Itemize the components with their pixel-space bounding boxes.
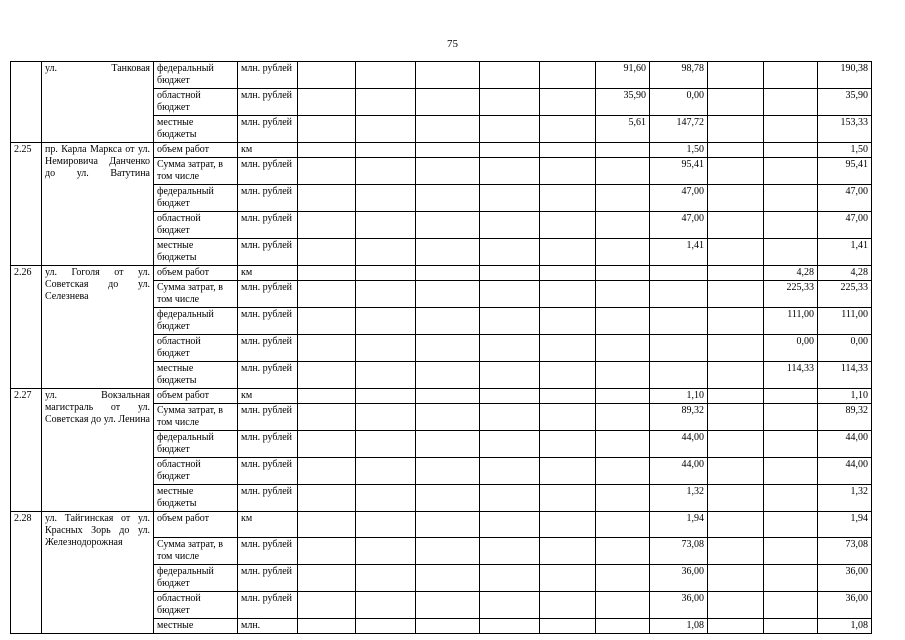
value-cell: 0,00 bbox=[650, 89, 708, 116]
value-cell bbox=[356, 512, 416, 538]
value-cell bbox=[540, 458, 596, 485]
value-cell bbox=[480, 266, 540, 281]
value-cell: 1,08 bbox=[650, 619, 708, 634]
value-cell bbox=[298, 362, 356, 389]
value-cell bbox=[708, 281, 764, 308]
value-cell: 147,72 bbox=[650, 116, 708, 143]
value-cell bbox=[708, 212, 764, 239]
value-cell bbox=[764, 158, 818, 185]
value-cell bbox=[480, 565, 540, 592]
total-cell: 44,00 bbox=[818, 458, 872, 485]
value-cell bbox=[416, 143, 480, 158]
value-cell bbox=[298, 485, 356, 512]
value-cell bbox=[416, 431, 480, 458]
value-cell bbox=[708, 538, 764, 565]
funding-source-cell: федеральный бюджет bbox=[154, 62, 238, 89]
funding-source-cell: местные бюджеты bbox=[154, 485, 238, 512]
value-cell: 47,00 bbox=[650, 185, 708, 212]
value-cell bbox=[764, 116, 818, 143]
value-cell bbox=[650, 362, 708, 389]
value-cell bbox=[480, 185, 540, 212]
value-cell bbox=[480, 485, 540, 512]
unit-cell: млн. рублей bbox=[238, 158, 298, 185]
value-cell bbox=[416, 565, 480, 592]
value-cell bbox=[764, 185, 818, 212]
value-cell: 0,00 bbox=[764, 335, 818, 362]
value-cell bbox=[708, 592, 764, 619]
value-cell bbox=[356, 431, 416, 458]
table-row bbox=[11, 512, 872, 538]
value-cell bbox=[356, 458, 416, 485]
funding-source-cell: федеральный бюджет bbox=[154, 565, 238, 592]
unit-cell: млн. рублей bbox=[238, 431, 298, 458]
value-cell bbox=[596, 335, 650, 362]
value-cell bbox=[298, 404, 356, 431]
value-cell bbox=[540, 335, 596, 362]
value-cell: 111,00 bbox=[764, 308, 818, 335]
unit-cell: млн. рублей bbox=[238, 89, 298, 116]
value-cell bbox=[480, 89, 540, 116]
value-cell bbox=[540, 485, 596, 512]
value-cell bbox=[764, 239, 818, 266]
object-name-cell: ул. Танковая bbox=[42, 62, 154, 143]
value-cell: 36,00 bbox=[650, 592, 708, 619]
value-cell bbox=[416, 308, 480, 335]
value-cell bbox=[416, 185, 480, 212]
value-cell bbox=[596, 308, 650, 335]
funding-source-cell: объем работ bbox=[154, 389, 238, 404]
value-cell bbox=[596, 389, 650, 404]
funding-source-cell: областной бюджет bbox=[154, 212, 238, 239]
value-cell bbox=[356, 335, 416, 362]
value-cell bbox=[480, 158, 540, 185]
value-cell bbox=[708, 362, 764, 389]
value-cell bbox=[416, 512, 480, 538]
value-cell: 44,00 bbox=[650, 431, 708, 458]
funding-source-cell: Сумма затрат, в том числе bbox=[154, 281, 238, 308]
value-cell: 98,78 bbox=[650, 62, 708, 89]
value-cell bbox=[416, 116, 480, 143]
value-cell bbox=[596, 431, 650, 458]
value-cell bbox=[764, 404, 818, 431]
value-cell bbox=[708, 89, 764, 116]
unit-cell: млн. рублей bbox=[238, 281, 298, 308]
row-number-cell: 2.28 bbox=[11, 512, 42, 634]
value-cell bbox=[416, 538, 480, 565]
value-cell bbox=[764, 212, 818, 239]
total-cell: 190,38 bbox=[818, 62, 872, 89]
total-cell: 1,32 bbox=[818, 485, 872, 512]
funding-source-cell: федеральный бюджет bbox=[154, 308, 238, 335]
funding-source-cell: областной бюджет bbox=[154, 592, 238, 619]
value-cell bbox=[356, 308, 416, 335]
total-cell: 0,00 bbox=[818, 335, 872, 362]
value-cell bbox=[708, 266, 764, 281]
unit-cell: млн. рублей bbox=[238, 62, 298, 89]
value-cell bbox=[356, 565, 416, 592]
unit-cell: млн. рублей bbox=[238, 592, 298, 619]
value-cell bbox=[708, 143, 764, 158]
value-cell bbox=[596, 565, 650, 592]
value-cell bbox=[480, 143, 540, 158]
value-cell bbox=[708, 431, 764, 458]
unit-cell: млн. рублей bbox=[238, 116, 298, 143]
funding-source-cell: местные бюджеты bbox=[154, 362, 238, 389]
funding-source-cell: федеральный бюджет bbox=[154, 431, 238, 458]
value-cell bbox=[298, 143, 356, 158]
unit-cell: км bbox=[238, 389, 298, 404]
total-cell: 111,00 bbox=[818, 308, 872, 335]
funding-source-cell: Сумма затрат, в том числе bbox=[154, 538, 238, 565]
value-cell bbox=[596, 158, 650, 185]
value-cell bbox=[480, 281, 540, 308]
value-cell bbox=[480, 431, 540, 458]
funding-source-cell: Сумма затрат, в том числе bbox=[154, 404, 238, 431]
value-cell: 89,32 bbox=[650, 404, 708, 431]
unit-cell: млн. рублей bbox=[238, 485, 298, 512]
value-cell bbox=[298, 335, 356, 362]
value-cell bbox=[596, 143, 650, 158]
value-cell bbox=[416, 158, 480, 185]
value-cell bbox=[596, 592, 650, 619]
value-cell bbox=[708, 116, 764, 143]
value-cell bbox=[708, 458, 764, 485]
value-cell bbox=[416, 281, 480, 308]
value-cell bbox=[764, 538, 818, 565]
value-cell bbox=[356, 212, 416, 239]
total-cell: 44,00 bbox=[818, 431, 872, 458]
value-cell bbox=[596, 619, 650, 634]
row-number-cell bbox=[11, 62, 42, 143]
value-cell bbox=[356, 404, 416, 431]
total-cell: 36,00 bbox=[818, 565, 872, 592]
value-cell bbox=[416, 592, 480, 619]
funding-source-cell: объем работ bbox=[154, 512, 238, 538]
value-cell bbox=[416, 89, 480, 116]
value-cell bbox=[540, 89, 596, 116]
unit-cell: млн. рублей bbox=[238, 565, 298, 592]
total-cell: 4,28 bbox=[818, 266, 872, 281]
object-name-cell: ул. Тайгинская от ул. Красных Зорь до ул. Железнодорожная bbox=[42, 512, 154, 634]
total-cell: 153,33 bbox=[818, 116, 872, 143]
funding-source-cell: областной бюджет bbox=[154, 335, 238, 362]
value-cell bbox=[480, 239, 540, 266]
total-cell: 225,33 bbox=[818, 281, 872, 308]
value-cell bbox=[480, 404, 540, 431]
value-cell bbox=[416, 266, 480, 281]
value-cell bbox=[356, 538, 416, 565]
value-cell bbox=[708, 565, 764, 592]
value-cell: 95,41 bbox=[650, 158, 708, 185]
value-cell bbox=[480, 335, 540, 362]
value-cell bbox=[764, 619, 818, 634]
value-cell bbox=[298, 592, 356, 619]
value-cell bbox=[298, 619, 356, 634]
value-cell bbox=[540, 281, 596, 308]
value-cell bbox=[540, 565, 596, 592]
value-cell bbox=[596, 538, 650, 565]
value-cell: 1,32 bbox=[650, 485, 708, 512]
funding-source-cell: местные бюджеты bbox=[154, 239, 238, 266]
total-cell: 1,50 bbox=[818, 143, 872, 158]
funding-source-cell: местные bbox=[154, 619, 238, 634]
value-cell bbox=[356, 116, 416, 143]
page-number: 75 bbox=[447, 38, 458, 50]
value-cell bbox=[708, 62, 764, 89]
value-cell bbox=[298, 431, 356, 458]
table-row bbox=[11, 143, 872, 158]
total-cell: 1,08 bbox=[818, 619, 872, 634]
value-cell bbox=[540, 538, 596, 565]
value-cell bbox=[356, 619, 416, 634]
total-cell: 114,33 bbox=[818, 362, 872, 389]
value-cell bbox=[298, 389, 356, 404]
value-cell bbox=[480, 212, 540, 239]
value-cell bbox=[540, 389, 596, 404]
value-cell bbox=[356, 592, 416, 619]
value-cell: 1,94 bbox=[650, 512, 708, 538]
value-cell: 1,41 bbox=[650, 239, 708, 266]
value-cell bbox=[356, 89, 416, 116]
value-cell bbox=[540, 362, 596, 389]
total-cell: 95,41 bbox=[818, 158, 872, 185]
value-cell bbox=[708, 185, 764, 212]
value-cell bbox=[356, 158, 416, 185]
row-number-cell: 2.26 bbox=[11, 266, 42, 389]
value-cell bbox=[540, 266, 596, 281]
value-cell bbox=[708, 239, 764, 266]
value-cell bbox=[416, 212, 480, 239]
value-cell bbox=[356, 485, 416, 512]
table-row bbox=[11, 389, 872, 404]
object-name-cell: ул. Вокзальная магистраль от ул. Советская до ул. Ленина bbox=[42, 389, 154, 512]
value-cell bbox=[298, 512, 356, 538]
value-cell bbox=[596, 185, 650, 212]
value-cell bbox=[480, 389, 540, 404]
value-cell bbox=[708, 389, 764, 404]
funding-source-cell: областной бюджет bbox=[154, 458, 238, 485]
total-cell: 35,90 bbox=[818, 89, 872, 116]
funding-source-cell: областной бюджет bbox=[154, 89, 238, 116]
value-cell bbox=[356, 281, 416, 308]
value-cell: 44,00 bbox=[650, 458, 708, 485]
value-cell bbox=[356, 143, 416, 158]
unit-cell: млн. рублей bbox=[238, 212, 298, 239]
value-cell bbox=[416, 619, 480, 634]
unit-cell: км bbox=[238, 143, 298, 158]
unit-cell: млн. рублей bbox=[238, 538, 298, 565]
value-cell bbox=[298, 89, 356, 116]
value-cell bbox=[298, 266, 356, 281]
value-cell bbox=[540, 404, 596, 431]
table-row bbox=[11, 266, 872, 281]
funding-source-cell: местные бюджеты bbox=[154, 116, 238, 143]
funding-source-cell: федеральный бюджет bbox=[154, 185, 238, 212]
value-cell bbox=[416, 362, 480, 389]
value-cell: 91,60 bbox=[596, 62, 650, 89]
value-cell bbox=[540, 62, 596, 89]
value-cell bbox=[356, 362, 416, 389]
value-cell bbox=[298, 185, 356, 212]
unit-cell: млн. рублей bbox=[238, 404, 298, 431]
value-cell bbox=[540, 212, 596, 239]
value-cell bbox=[596, 362, 650, 389]
value-cell bbox=[596, 404, 650, 431]
object-name-cell: пр. Карла Маркса от ул. Немировича Данченко до ул. Ватутина bbox=[42, 143, 154, 266]
value-cell: 225,33 bbox=[764, 281, 818, 308]
unit-cell: млн. bbox=[238, 619, 298, 634]
value-cell bbox=[596, 485, 650, 512]
value-cell bbox=[480, 116, 540, 143]
value-cell bbox=[596, 239, 650, 266]
budget-table bbox=[10, 61, 872, 634]
value-cell bbox=[708, 512, 764, 538]
value-cell bbox=[356, 239, 416, 266]
value-cell bbox=[764, 512, 818, 538]
unit-cell: млн. рублей bbox=[238, 458, 298, 485]
unit-cell: млн. рублей bbox=[238, 335, 298, 362]
value-cell bbox=[298, 458, 356, 485]
value-cell bbox=[540, 308, 596, 335]
value-cell bbox=[356, 266, 416, 281]
value-cell bbox=[708, 619, 764, 634]
value-cell: 1,50 bbox=[650, 143, 708, 158]
value-cell bbox=[298, 158, 356, 185]
value-cell bbox=[764, 592, 818, 619]
value-cell bbox=[298, 62, 356, 89]
value-cell: 36,00 bbox=[650, 565, 708, 592]
row-number-cell: 2.27 bbox=[11, 389, 42, 512]
total-cell: 1,41 bbox=[818, 239, 872, 266]
total-cell: 47,00 bbox=[818, 185, 872, 212]
value-cell bbox=[480, 538, 540, 565]
value-cell bbox=[356, 62, 416, 89]
value-cell bbox=[480, 512, 540, 538]
value-cell bbox=[764, 565, 818, 592]
value-cell bbox=[540, 512, 596, 538]
value-cell bbox=[596, 281, 650, 308]
unit-cell: млн. рублей bbox=[238, 185, 298, 212]
value-cell bbox=[764, 485, 818, 512]
value-cell bbox=[540, 185, 596, 212]
unit-cell: млн. рублей bbox=[238, 239, 298, 266]
value-cell: 114,33 bbox=[764, 362, 818, 389]
value-cell bbox=[764, 62, 818, 89]
value-cell bbox=[298, 212, 356, 239]
value-cell bbox=[708, 485, 764, 512]
value-cell bbox=[650, 266, 708, 281]
value-cell: 47,00 bbox=[650, 212, 708, 239]
table-row bbox=[11, 62, 872, 89]
total-cell: 89,32 bbox=[818, 404, 872, 431]
value-cell bbox=[480, 592, 540, 619]
value-cell bbox=[764, 431, 818, 458]
value-cell bbox=[480, 619, 540, 634]
value-cell bbox=[356, 389, 416, 404]
value-cell bbox=[416, 62, 480, 89]
funding-source-cell: объем работ bbox=[154, 266, 238, 281]
value-cell bbox=[540, 431, 596, 458]
value-cell bbox=[540, 619, 596, 634]
value-cell: 35,90 bbox=[596, 89, 650, 116]
value-cell bbox=[416, 404, 480, 431]
value-cell bbox=[540, 592, 596, 619]
value-cell bbox=[416, 239, 480, 266]
value-cell bbox=[298, 565, 356, 592]
value-cell: 73,08 bbox=[650, 538, 708, 565]
value-cell bbox=[650, 308, 708, 335]
total-cell: 36,00 bbox=[818, 592, 872, 619]
value-cell bbox=[764, 143, 818, 158]
total-cell: 73,08 bbox=[818, 538, 872, 565]
funding-source-cell: Сумма затрат, в том числе bbox=[154, 158, 238, 185]
value-cell bbox=[540, 239, 596, 266]
value-cell bbox=[596, 212, 650, 239]
value-cell bbox=[416, 458, 480, 485]
value-cell bbox=[764, 389, 818, 404]
value-cell bbox=[416, 389, 480, 404]
unit-cell: км bbox=[238, 512, 298, 538]
funding-source-cell: объем работ bbox=[154, 143, 238, 158]
value-cell bbox=[298, 116, 356, 143]
value-cell bbox=[540, 158, 596, 185]
value-cell: 4,28 bbox=[764, 266, 818, 281]
unit-cell: млн. рублей bbox=[238, 362, 298, 389]
value-cell: 5,61 bbox=[596, 116, 650, 143]
value-cell bbox=[764, 458, 818, 485]
value-cell bbox=[298, 538, 356, 565]
value-cell bbox=[650, 335, 708, 362]
value-cell bbox=[596, 458, 650, 485]
value-cell: 1,10 bbox=[650, 389, 708, 404]
value-cell bbox=[708, 158, 764, 185]
value-cell bbox=[540, 116, 596, 143]
value-cell bbox=[356, 185, 416, 212]
value-cell bbox=[416, 485, 480, 512]
value-cell bbox=[708, 308, 764, 335]
value-cell bbox=[540, 143, 596, 158]
value-cell bbox=[480, 458, 540, 485]
row-number-cell: 2.25 bbox=[11, 143, 42, 266]
value-cell bbox=[480, 62, 540, 89]
value-cell bbox=[298, 281, 356, 308]
value-cell bbox=[764, 89, 818, 116]
total-cell: 1,94 bbox=[818, 512, 872, 538]
value-cell bbox=[650, 281, 708, 308]
unit-cell: км bbox=[238, 266, 298, 281]
value-cell bbox=[298, 239, 356, 266]
value-cell bbox=[708, 404, 764, 431]
total-cell: 1,10 bbox=[818, 389, 872, 404]
value-cell bbox=[298, 308, 356, 335]
object-name-cell: ул. Гоголя от ул. Советская до ул. Селезнева bbox=[42, 266, 154, 389]
total-cell: 47,00 bbox=[818, 212, 872, 239]
value-cell bbox=[416, 335, 480, 362]
value-cell bbox=[596, 266, 650, 281]
value-cell bbox=[480, 362, 540, 389]
unit-cell: млн. рублей bbox=[238, 308, 298, 335]
value-cell bbox=[480, 308, 540, 335]
value-cell bbox=[708, 335, 764, 362]
value-cell bbox=[596, 512, 650, 538]
